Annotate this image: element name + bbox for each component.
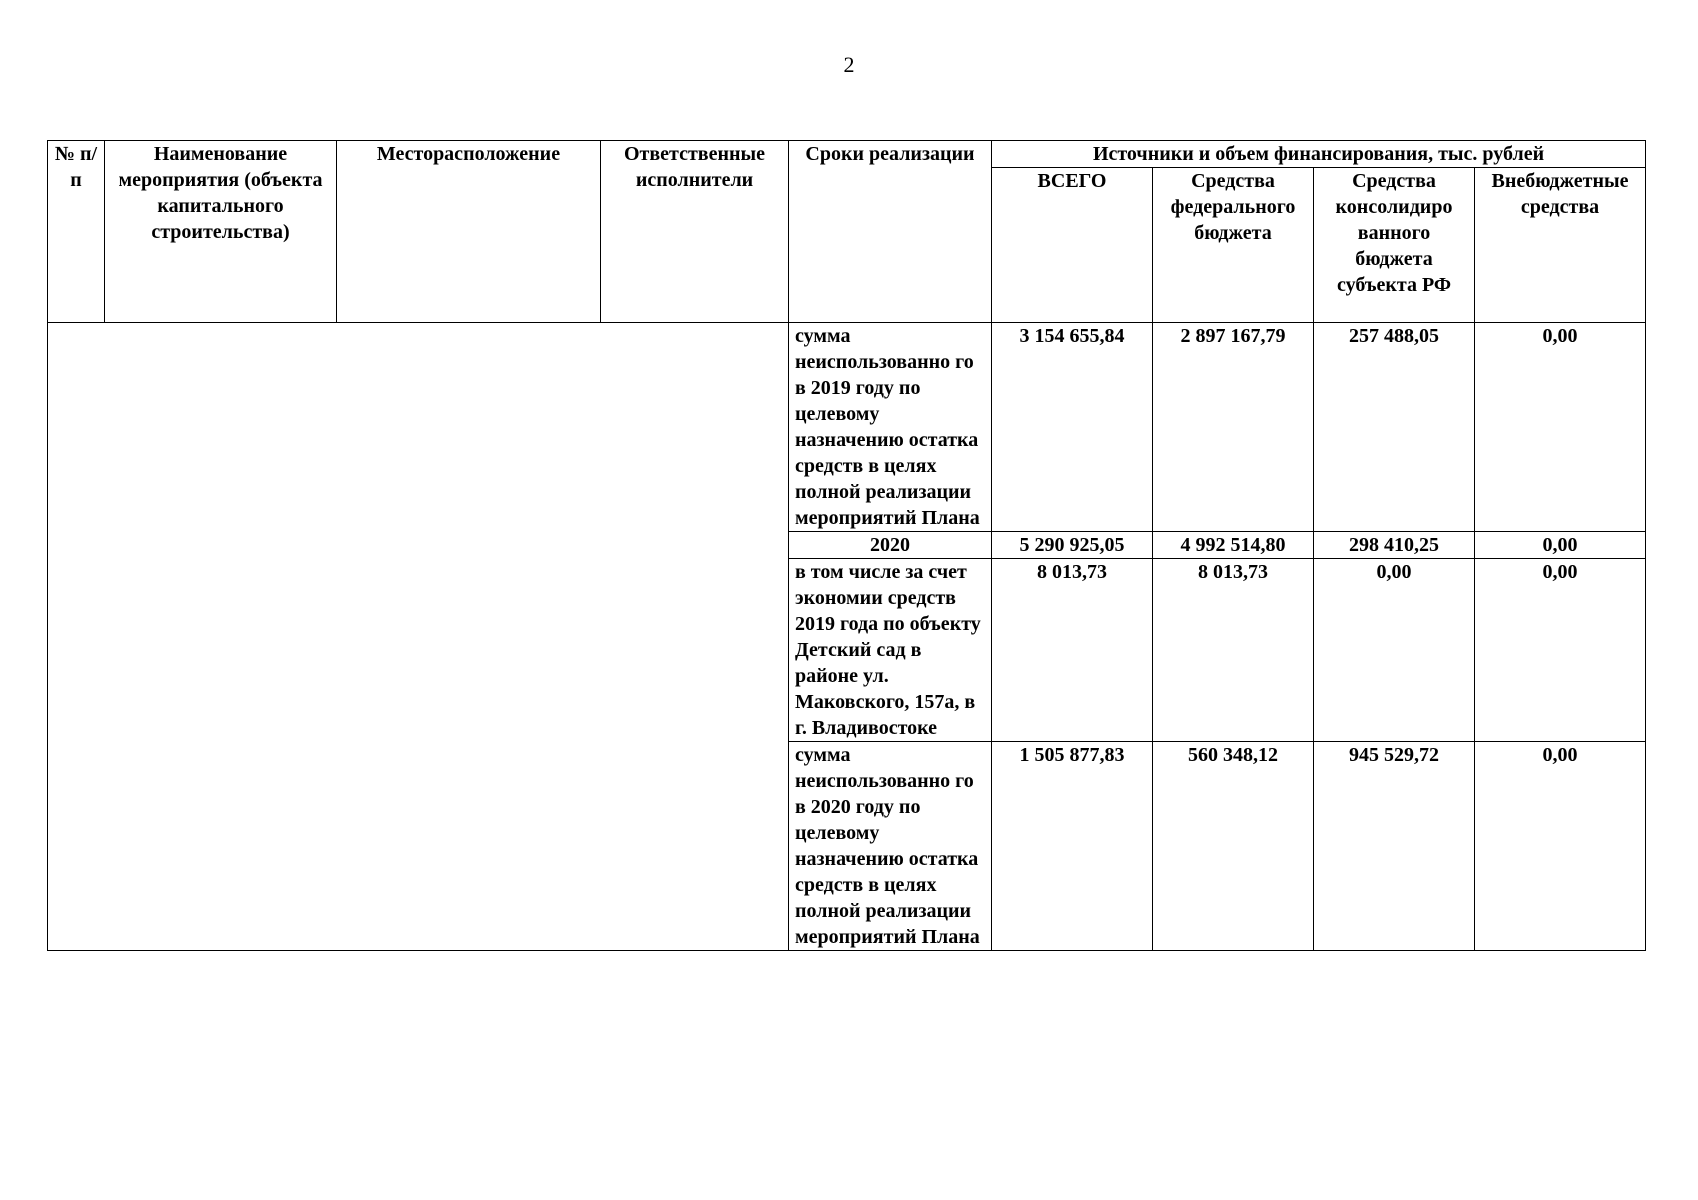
period-cell: сумма неиспользованно го в 2019 году по целевому назначению остатка средств в целях полной реализации мероприятий Плана: [789, 323, 992, 532]
extrabudgetary-cell: 0,00: [1475, 559, 1646, 742]
federal-cell: 8 013,73: [1153, 559, 1314, 742]
page-number: 2: [843, 52, 855, 77]
header-federal-budget: Средства федерального бюджета: [1153, 168, 1314, 323]
federal-cell: 4 992 514,80: [1153, 532, 1314, 559]
total-cell: 3 154 655,84: [992, 323, 1153, 532]
merged-empty-cell: [48, 323, 789, 951]
header-period: Сроки реализации: [789, 141, 992, 323]
header-responsible: Ответственные исполнители: [601, 141, 789, 323]
period-cell: 2020: [789, 532, 992, 559]
header-total: ВСЕГО: [992, 168, 1153, 323]
period-cell: в том числе за счет экономии средств 2019 года по объекту Детский сад в районе ул. Маковского, 157а, в г. Владивостоке: [789, 559, 992, 742]
extrabudgetary-cell: 0,00: [1475, 532, 1646, 559]
total-cell: 8 013,73: [992, 559, 1153, 742]
header-row-number: № п/п: [48, 141, 105, 323]
table-body: [48, 323, 1646, 951]
regional-cell: 298 410,25: [1314, 532, 1475, 559]
header-location: Месторасположение: [337, 141, 601, 323]
total-cell: 5 290 925,05: [992, 532, 1153, 559]
federal-cell: 560 348,12: [1153, 742, 1314, 951]
header-regional-budget: Средства консолидиро ванного бюджета субъекта РФ: [1314, 168, 1475, 323]
federal-cell: 2 897 167,79: [1153, 323, 1314, 532]
regional-cell: 257 488,05: [1314, 323, 1475, 532]
regional-cell: 0,00: [1314, 559, 1475, 742]
extrabudgetary-cell: 0,00: [1475, 742, 1646, 951]
table-row: [48, 323, 1646, 532]
regional-cell: 945 529,72: [1314, 742, 1475, 951]
total-cell: 1 505 877,83: [992, 742, 1153, 951]
header-activity-name: Наименование мероприятия (объекта капитального строительства): [105, 141, 337, 323]
header-extrabudgetary: Внебюджетные средства: [1475, 168, 1646, 323]
header-financing-sources: Источники и объем финансирования, тыс. рублей: [992, 141, 1646, 168]
table-header: [48, 141, 1646, 323]
financing-table: [47, 140, 1646, 951]
period-cell: сумма неиспользованно го в 2020 году по целевому назначению остатка средств в целях полной реализации мероприятий Плана: [789, 742, 992, 951]
extrabudgetary-cell: 0,00: [1475, 323, 1646, 532]
